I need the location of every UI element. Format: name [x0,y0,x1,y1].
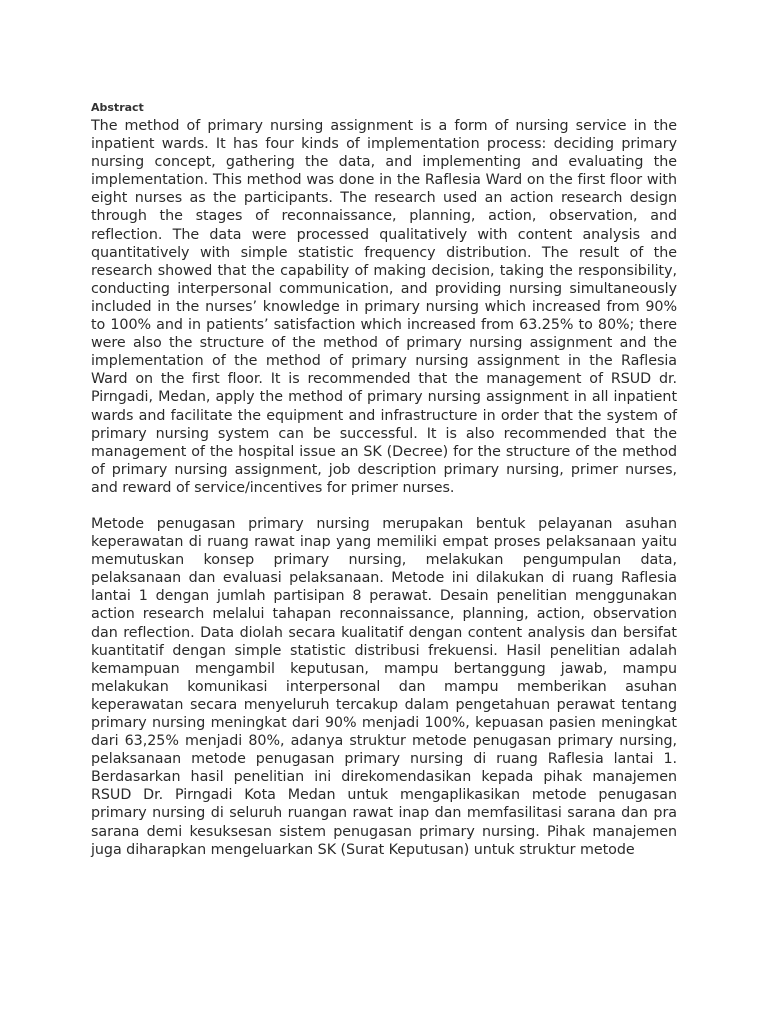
abstract-paragraph-english: The method of primary nursing assignment is a form of nursing service in the inpatient wards. It has four kinds of implementation process: deciding primary nursing concept, gathering the data, and implementing and evaluating the implementation. This method was done in the Raflesia Ward on the first floor with eight nurses as the participants. The research used an action research design through the stages of reconnaissance, planning, action, observation, and reflection. The data were processed qualitatively with content analysis and quantitatively with simple statistic frequency distribution. The result of the research showed that the capability of making decision, taking the responsibility, conducting interpersonal communication, and providing nursing simultaneously included in the nurses’ knowledge in primary nursing which increased from 90% to 100% and in patients’ satisfaction which increased from 63.25% to 80%; there were also the structure of the method of primary nursing assignment and the implementation of the method of primary nursing assignment in the Raflesia Ward on the first floor. It is recommended that the management of RSUD dr. Pirngadi, Medan, apply the method of primary nursing assignment in all inpatient wards and facilitate the equipment and infrastructure in order that the system of primary nursing system can be successful. It is also recommended that the management of the hospital issue an SK (Decree) for the structure of the method of primary nursing assignment, job description primary nursing, primer nurses, and reward of service/incentives for primer nurses. [91,118,677,496]
abstract-heading: Abstract [91,101,144,114]
document-page [91,100,677,859]
abstract-paragraph-indonesian: Metode penugasan primary nursing merupakan bentuk pelayanan asuhan keperawatan di ruang rawat inap yang memiliki empat proses pelaksanaan yaitu memutuskan konsep primary nursing, melakukan pengumpulan data, pelaksanaan dan evaluasi pelaksanaan. Metode ini dilakukan di ruang Raflesia lantai 1 dengan jumlah partisipan 8 perawat. Desain penelitian menggunakan action research melalui tahapan reconnaissance, planning, action, observation dan reflection. Data diolah secara kualitatif dengan content analysis dan bersifat kuantitatif dengan simple statistic distribusi frekuensi. Hasil penelitian adalah kemampuan mengambil keputusan, mampu bertanggung jawab, mampu melakukan komunikasi interpersonal dan mampu memberikan asuhan keperawatan secara menyeluruh tercakup dalam pengetahuan perawat tentang primary nursing meningkat dari 90% menjadi 100%, kepuasan pasien meningkat dari 63,25% menjadi 80%, adanya struktur metode penugasan primary nursing, pelaksanaan metode penugasan primary nursing di ruang Raflesia lantai 1. Berdasarkan hasil penelitian ini direkomendasikan kepada pihak manajemen RSUD Dr. Pirngadi Kota Medan untuk mengaplikasikan metode penugasan primary nursing di seluruh ruangan rawat inap dan memfasilitasi sarana dan pra sarana demi kesuksesan sistem penugasan primary nursing. Pihak manajemen juga diharapkan mengeluarkan SK (Surat Keputusan) untuk struktur metode [91,515,677,858]
